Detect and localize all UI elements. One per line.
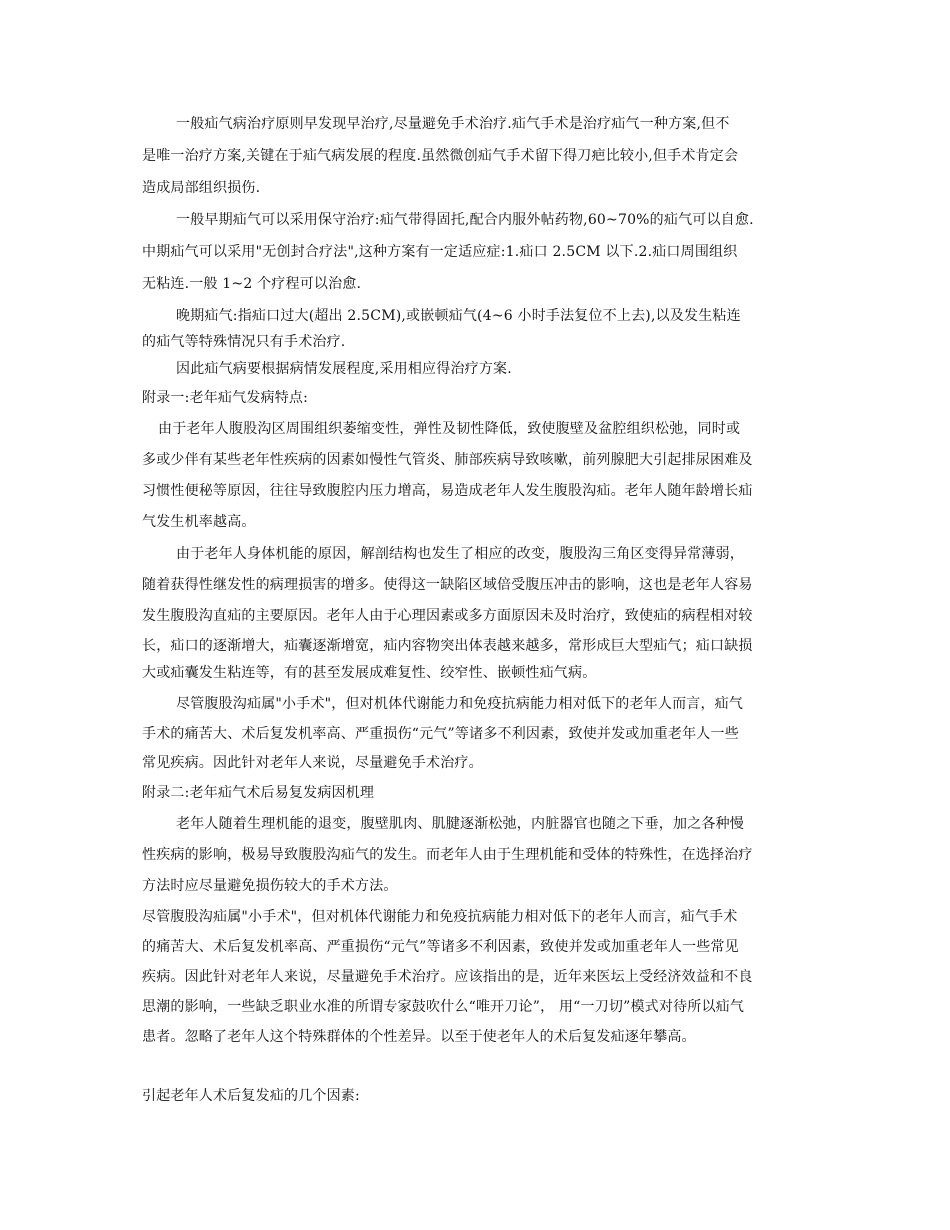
- text-line: 造成局部组织损伤.: [142, 180, 261, 196]
- text-line: 是唯一治疗方案,关键在于疝气病发展的程度.虽然微创疝气手术留下得刀疤比较小,但手术肯定会: [142, 148, 739, 164]
- text-line: 疾病。因此针对老年人来说，尽量避免手术治疗。应该指出的是，近年来医坛上受经济效益和不良: [142, 969, 753, 985]
- text-line: 引起老年人术后复发疝的几个因素:: [142, 1088, 360, 1104]
- text-line: 习惯性便秘等原因，往往导致腹腔内压力增高，易造成老年人发生腹股沟疝。老年人随年龄增长疝: [142, 483, 753, 499]
- text-line: 因此疝气病要根据病情发展程度,采用相应得治疗方案.: [176, 361, 512, 377]
- text-line: 由于老年人身体机能的原因，解剖结构也发生了相应的改变，腹股沟三角区变得异常薄弱，: [176, 546, 744, 562]
- text-line: 一般早期疝气可以采用保守治疗:疝气带得固托,配合内服外帖药物,60~70%的疝气可以自愈.: [176, 212, 754, 228]
- text-line: 的疝气等特殊情况只有手术治疗.: [142, 334, 346, 350]
- section-heading: 附录一:老年疝气发病特点:: [142, 390, 309, 406]
- text-line: 随着获得性继发性的病理损害的增多。使得这一缺陷区域倍受腹压冲击的影响，这也是老年人容易: [142, 577, 753, 593]
- text-line: 常见疾病。因此针对老年人来说，尽量避免手术治疗。: [142, 755, 483, 771]
- text-line: 由于老年人腹股沟区周围组织萎缩变性，弹性及韧性降低，致使腹壁及盆腔组织松弛，同时或: [158, 421, 741, 437]
- text-line: 患者。忽略了老年人这个特殊群体的个性差异。以至于使老年人的术后复发疝逐年攀高。: [142, 1029, 696, 1045]
- text-line: 无粘连.一般 1~2 个疗程可以治愈.: [142, 276, 362, 292]
- text-line: 晚期疝气:指疝口过大(超出 2.5CM),或嵌顿疝气(4~6 小时手法复位不上去),以及发生粘连: [176, 308, 741, 324]
- text-line: 思潮的影响，一些缺乏职业水准的所谓专家鼓吹什么“唯开刀论”， 用“一刀切”模式对待所以疝气: [142, 999, 745, 1015]
- text-line: 大或疝囊发生粘连等，有的甚至发展成难复性、绞窄性、嵌顿性疝气病。: [142, 665, 597, 681]
- text-line: 的痛苦大、术后复发机率高、严重损伤“元气”等诸多不利因素，致使并发或加重老年人一些常见: [142, 939, 739, 955]
- text-line: 性疾病的影响，极易导致腹股沟疝气的发生。而老年人由于生理机能和受体的特殊性，在选择治疗: [142, 847, 753, 863]
- text-line: 中期疝气可以采用"无创封合疗法",这种方案有一定适应症:1.疝口 2.5CM 以下.2.疝口周围组织: [142, 244, 738, 260]
- text-line: 长，疝口的逐渐增大，疝囊逐渐增宽，疝内容物突出体表越来越多，常形成巨大型疝气；疝口缺损: [142, 638, 753, 654]
- text-line: 老年人随着生理机能的退变，腹壁肌肉、肌腱逐渐松弛，内脏器官也随之下垂，加之各种慢: [176, 816, 744, 832]
- text-line: 发生腹股沟直疝的主要原因。老年人由于心理因素或多方面原因未及时治疗，致使疝的病程相对较: [142, 608, 753, 624]
- text-line: 尽管腹股沟疝属"小手术"，但对机体代谢能力和免疫抗病能力相对低下的老年人而言，疝气手术: [142, 909, 738, 925]
- section-heading: 附录二:老年疝气术后易复发病因机理: [142, 785, 375, 801]
- text-line: 尽管腹股沟疝属"小手术"，但对机体代谢能力和免疫抗病能力相对低下的老年人而言，疝气: [176, 696, 744, 712]
- text-line: 方法时应尽量避免损伤较大的手术方法。: [142, 878, 398, 894]
- text-line: 气发生机率越高。: [142, 514, 256, 530]
- text-line: 多或少伴有某些老年性疾病的因素如慢性气管炎、肺部疾病导致咳嗽，前列腺肥大引起排尿困难及: [142, 452, 753, 468]
- text-line: 手术的痛苦大、术后复发机率高、严重损伤“元气”等诸多不利因素，致使并发或加重老年人一些: [142, 726, 739, 742]
- text-line: 一般疝气病治疗原则早发现早治疗,尽量避免手术治疗.疝气手术是治疗疝气一种方案,但不: [176, 116, 730, 132]
